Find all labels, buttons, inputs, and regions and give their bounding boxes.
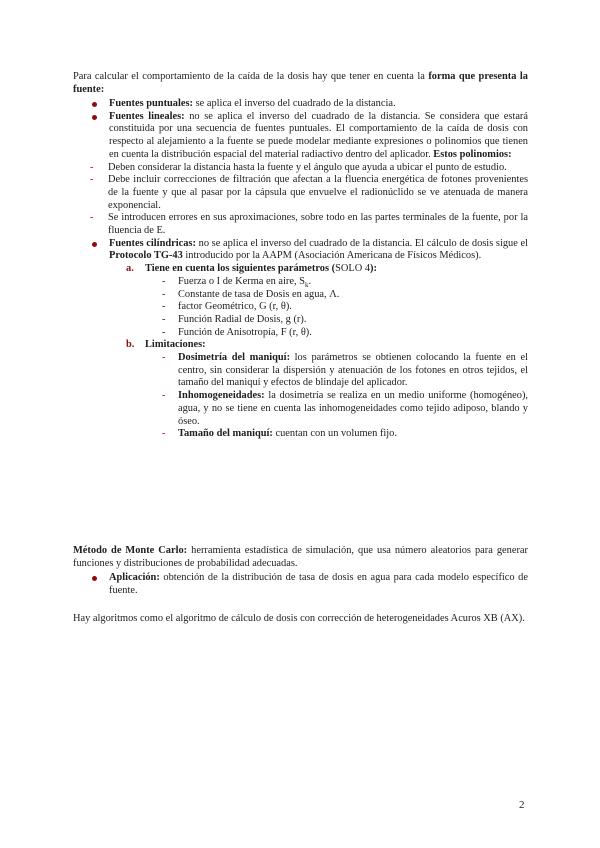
- subsection-a: [109, 263, 528, 339]
- subscript: k: [304, 280, 309, 289]
- source-text: no se aplica el inverso del cuadrado de la distancia. El cálculo de dosis sigue el: [195, 237, 528, 249]
- monte-carlo-text: herramienta estadística de simulación, que usa número aleatorios para generar funciones y distribuciones de probabilidad adecuadas.: [73, 545, 528, 569]
- dash-icon: -: [162, 288, 166, 300]
- bullet-icon: [92, 242, 97, 247]
- source-label: Fuentes lineales:: [109, 110, 185, 122]
- dash-icon: -: [162, 313, 166, 325]
- list-item: [145, 352, 528, 390]
- dash-icon: -: [162, 352, 166, 364]
- dash-icon: -: [90, 174, 94, 186]
- item-text: Debe incluir correcciones de filtración que afectan a la fluencia energética de fotones provenientes de la fuente y que al pasar por la cápsula que envuelve el radionúclido se ve atenuada de manera exponencial.: [108, 174, 528, 211]
- limit-text: cuentan con un volumen fijo.: [272, 428, 397, 440]
- param-text: Constante de tasa de Dosis en agua, Λ.: [178, 288, 340, 300]
- intro-paragraph: [73, 71, 528, 96]
- source-label: Fuentes cilíndricas:: [109, 237, 196, 249]
- limitations-list: [145, 352, 528, 441]
- polynomials-list: [73, 162, 528, 238]
- subsection-title: Limitaciones:: [145, 339, 206, 351]
- list-item-puntuales: [73, 98, 528, 111]
- list-item: [145, 289, 528, 302]
- item-text: Se introducen errores en sus aproximaciones, sobre todo en las partes terminales de la fuente, por la fluencia de E.: [108, 212, 528, 237]
- subsection-title: Tiene en cuenta los siguientes parámetros (: [145, 263, 336, 275]
- parameters-list: [145, 276, 528, 340]
- polynomials-heading: Estos polinomios:: [433, 148, 512, 160]
- cylindrical-subsections: [109, 263, 528, 441]
- list-item: [73, 212, 528, 237]
- bullet-icon: [92, 115, 97, 120]
- limit-text: los parámetros se obtienen colocando la fuente en el centro, sin considerar la dispersión y atenuación de los fotones en otros tejidos, el tamaño del maniquí y efectos de blindaje del aplicador.: [178, 352, 528, 389]
- limit-label: Tamaño del maniquí:: [178, 428, 273, 440]
- list-item: - Fuerza o I de Kerma en aire, $S_k$.: [162, 275, 312, 289]
- dash-icon: -: [90, 212, 94, 224]
- page-number: 2: [519, 799, 525, 811]
- list-item-lineales: [73, 111, 528, 238]
- limit-label: Dosimetría del maniquí:: [178, 352, 291, 364]
- monte-carlo-list: [73, 572, 528, 597]
- closing-paragraph: Hay algoritmos como el algoritmo de cálculo de dosis con corrección de heterogeneidades Acuros XB (AX).: [73, 613, 525, 624]
- application-text: obtención de la distribución de tasa de dosis en agua para cada modelo específico de fuente.: [109, 572, 528, 596]
- dash-icon: -: [162, 275, 166, 287]
- list-item: [73, 174, 528, 212]
- source-text: no se aplica el inverso del cuadrado de la distancia. Se considera que estará constituida por una secuencia de fuentes puntuales. El comportamiento de la caída de dosis con respecto al alejamiento a la fuente se puede modelar mediante expresiones o polinomios que tienen en cuenta la distribución espacial del material radiactivo dentro del aplicador.: [109, 110, 529, 160]
- source-text: se aplica el inverso del cuadrado de la distancia.: [193, 98, 396, 109]
- monte-carlo-label: Método de Monte Carlo:: [73, 545, 188, 556]
- application-label: Aplicación:: [109, 572, 160, 583]
- source-label: Fuentes puntuales:: [109, 98, 194, 109]
- protocol-name: Protocolo TG-43: [109, 250, 183, 262]
- dash-icon: -: [162, 301, 166, 313]
- bullet-icon: [92, 576, 97, 581]
- list-item: [145, 390, 528, 428]
- subsection-marker: b.: [126, 339, 135, 351]
- list-item-cilindricas: [73, 238, 528, 441]
- subsection-marker: a.: [126, 263, 134, 275]
- dash-icon: -: [162, 326, 166, 338]
- list-item: [145, 314, 528, 327]
- list-item: [73, 162, 528, 175]
- source-types-list: [73, 98, 528, 441]
- limit-label: Inhomogeneidades:: [178, 390, 265, 402]
- list-item: [145, 327, 528, 340]
- dash-icon: -: [162, 390, 166, 402]
- dash-icon: -: [162, 428, 166, 440]
- param-text: Función Radial de Dosis, g (r).: [178, 313, 307, 325]
- bullet-icon: [92, 102, 97, 107]
- monte-carlo-paragraph: [73, 545, 528, 570]
- intro-bold: forma que presenta la fuente:: [73, 71, 528, 95]
- list-item-aplicacion: [73, 572, 528, 597]
- dash-icon: -: [90, 161, 94, 173]
- item-text: Deben considerar la distancia hasta la fuente y el ángulo que ayuda a ubicar el punto de estudio.: [108, 161, 507, 173]
- param-text: factor Geométrico, G (r, θ).: [178, 301, 292, 313]
- subsection-title-end: ):: [370, 263, 377, 275]
- list-item: [145, 301, 528, 314]
- limit-text: la dosimetría se realiza en un medio uniforme (homogéneo), agua, y no se tiene en cuenta las inhomogeneidades como tejido adiposo, blando y óseo.: [178, 390, 528, 427]
- subsection-b: [109, 339, 528, 441]
- param-text: Función de Anisotropía, F (r, θ).: [178, 326, 312, 338]
- param-text: Fuerza o I de Kerma en aire, S: [178, 275, 305, 287]
- intro-text: Para calcular el comportamiento de la caída de la dosis hay que tener en cuenta la: [73, 71, 429, 82]
- source-text-end: introducido por la AAPM (Asociación Americana de Físicos Médicos).: [182, 250, 482, 262]
- subsection-title-note: SOLO 4: [335, 263, 371, 275]
- list-item: [145, 428, 528, 441]
